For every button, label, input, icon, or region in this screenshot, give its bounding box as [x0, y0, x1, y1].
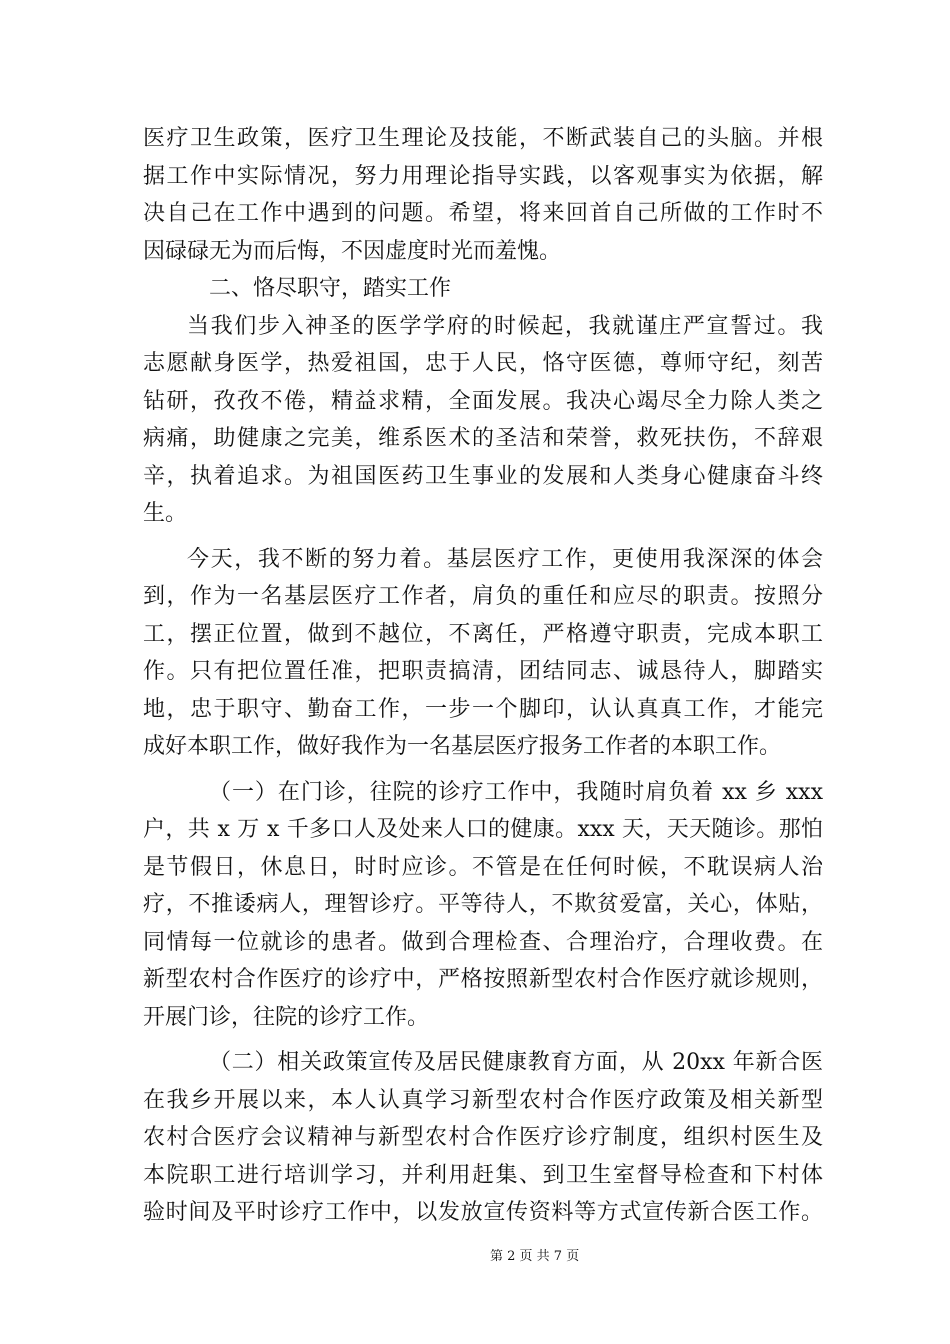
text-line: 医疗卫生政策，医疗卫生理论及技能，不断武装自己的头脑。并根	[143, 126, 823, 151]
page-number: 第 2 页 共 7 页	[490, 1249, 580, 1264]
text-line: 开展门诊，往院的诊疗工作。	[143, 1004, 430, 1030]
text-line: 在我乡开展以来，本人认真学习新型农村合作医疗政策及相关新型	[143, 1087, 823, 1113]
text-line: 因碌碌无为而后悔，不因虚度时光而羞愧。	[143, 238, 562, 264]
text-line: 本院职工进行培训学习，并利用赶集、到卫生室督导检查和下村体	[143, 1162, 823, 1188]
text-line: 工，摆正位置，做到不越位，不离任，严格遵守职责，完成本职工	[143, 621, 823, 647]
section-heading: 二、恪尽职守，踏实工作	[209, 276, 452, 301]
paragraph-gap	[143, 1036, 823, 1044]
text-line: 到，作为一名基层医疗工作者，肩负的重任和应尽的职责。按照分	[143, 584, 823, 609]
text-line: 新型农村合作医疗的诊疗中，严格按照新型农村合作医疗就诊规则，	[143, 967, 823, 992]
text-line: 户，共 x 万 x 千多口人及处来人口的健康。xxx 天，天天随诊。那怕	[143, 817, 823, 842]
document-body	[143, 120, 823, 1232]
paragraph-gap	[143, 533, 823, 541]
text-line: 今天，我不断的努力着。基层医疗工作，更使用我深深的体会	[187, 546, 823, 572]
text-line: （二）相关政策宣传及居民健康教育方面，从 20xx 年新合医	[209, 1050, 823, 1075]
text-line: 据工作中实际情况，努力用理论指导实践，以客观事实为依据，解	[143, 163, 823, 189]
text-line: 生。	[143, 501, 188, 526]
text-line: 同情每一位就诊的患者。做到合理检查、合理治疗，合理收费。在	[143, 929, 823, 955]
text-line: 当我们步入神圣的医学学府的时候起，我就谨庄严宣誓过。我	[187, 313, 823, 339]
text-line: （一）在门诊，往院的诊疗工作中，我随时肩负着 xx 乡 xxx	[209, 779, 823, 805]
text-line: 成好本职工作，做好我作为一名基层医疗报务工作者的本职工作。	[143, 734, 782, 759]
text-line: 病痛，助健康之完美，维系医术的圣洁和荣誉，救死扶伤，不辞艰	[143, 426, 823, 451]
text-line: 疗，不推诿病人，理智诊疗。平等待人，不欺贫爱富，关心，体贴，	[143, 892, 823, 917]
text-line: 农村合医疗会议精神与新型农村合作医疗诊疗制度，组织村医生及	[143, 1125, 823, 1150]
text-line: 地，忠于职守、勤奋工作，一步一个脚印，认认真真工作，才能完	[143, 696, 823, 722]
text-line: 作。只有把位置任准，把职责搞清，团结同志、诚恳待人，脚踏实	[143, 659, 823, 684]
paragraph-gap	[143, 766, 823, 774]
text-line: 是节假日，休息日，时时应诊。不管是在任何时候，不耽误病人治	[143, 854, 823, 880]
text-line: 验时间及平时诊疗工作中，以发放宣传资料等方式宣传新合医工作。	[143, 1200, 823, 1225]
text-line: 辛，执着追求。为祖国医药卫生事业的发展和人类身心健康奋斗终	[143, 463, 823, 489]
text-line: 志愿献身医学，热爱祖国，忠于人民，恪守医德，尊师守纪，刻苦	[143, 351, 823, 376]
text-line: 钻研，孜孜不倦，精益求精，全面发展。我决心竭尽全力除人类之	[143, 388, 823, 414]
text-line: 决自己在工作中遇到的问题。希望，将来回首自己所做的工作时不	[143, 201, 823, 226]
